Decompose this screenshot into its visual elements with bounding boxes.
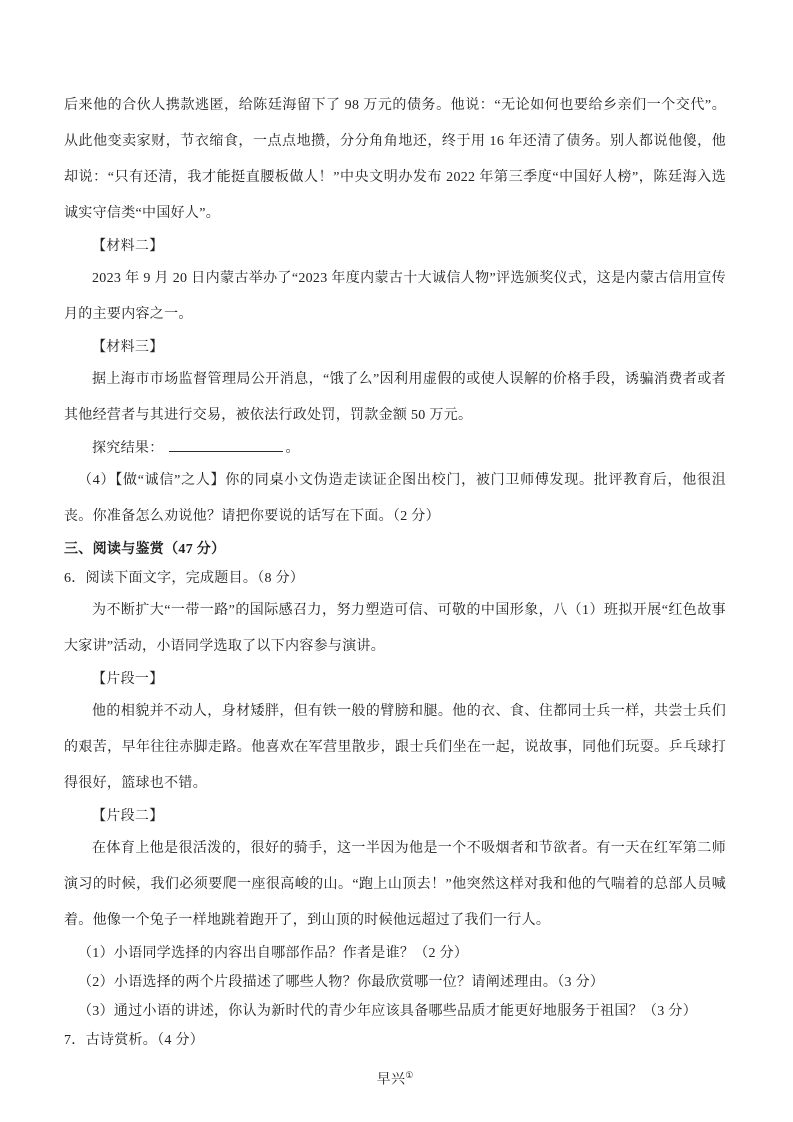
section-3-header: 三、阅读与鉴赏（47 分）	[64, 542, 226, 557]
material-2-header: 【材料二】	[92, 239, 164, 254]
document-page	[64, 88, 726, 1095]
blank-line-label: 探究结果：	[92, 441, 164, 456]
question-6-stem: 6．阅读下面文字，完成题目。（8 分）	[64, 571, 305, 586]
question-4-item: （4）【做“诚信”之人】你的同桌小文伪造走读证企图出校门，被门卫师傅发现。批评教育后，他很沮丧。你准备怎么劝说他？请把你要说的话写在下面。（2 分）	[64, 473, 726, 524]
blank-line-suffix: 。	[285, 441, 300, 456]
paragraph-debt-story: 后来他的合伙人携款逃匿，给陈廷海留下了 98 万元的债务。他说：“无论如何也要给乡亲们一个交代”。从此他变卖家财，节衣缩食，一点点地攒，分分角角地还，终于用 16 年还清了债务。别人都说他傻，他却说：“只有还清，我才能挺直腰板做人！”中央文明办发布 2022 年第三季度“中国好人榜”，陈廷海入选诚实守信类“中国好人”。	[64, 98, 726, 221]
poem-title-text: 早兴	[376, 1072, 406, 1088]
footnote-marker: ①	[405, 1070, 414, 1080]
paragraph-material-2: 2023 年 9 月 20 日内蒙古举办了“2023 年度内蒙古十大诚信人物”评选颁奖仪式，这是内蒙古信用宣传月的主要内容之一。	[64, 271, 726, 322]
fragment-1-header: 【片段一】	[92, 672, 164, 687]
question-7-stem: 7．古诗赏析。（4 分）	[64, 1033, 205, 1048]
question-6-sub-1: （1）小语同学选择的内容出自哪部作品？作者是谁？（2 分）	[78, 946, 469, 961]
paragraph-material-3: 据上海市市场监督管理局公开消息，“饿了么”因利用虚假的或使人误解的价格手段，诱骗消费者或者其他经营者与其进行交易，被依法行政处罚，罚款金额 50 万元。	[64, 372, 726, 423]
material-3-header: 【材料三】	[92, 340, 164, 355]
paragraph-fragment-1: 他的相貌并不动人，身材矮胖，但有铁一般的臂膀和腿。他的衣、食、住都同士兵一样，共尝士兵们的艰苦，早年往往赤脚走路。他喜欢在军营里散步，跟士兵们坐在一起，说故事，同他们玩耍。乒乓球打得很好，篮球也不错。	[64, 704, 726, 791]
paragraph-question-6-intro: 为不断扩大“一带一路”的国际感召力，努力塑造可信、可敬的中国形象，八（1）班拟开展“红色故事大家讲”活动，小语同学选取了以下内容参与演讲。	[64, 603, 726, 654]
inquiry-result-blank-line	[64, 434, 726, 463]
question-6-sub-2: （2）小语选择的两个片段描述了哪些人物？你最欣赏哪一位？请阐述理由。（3 分）	[78, 975, 605, 990]
fragment-2-header: 【片段二】	[92, 809, 164, 824]
paragraph-fragment-2: 在体育上他是很活泼的，很好的骑手，这一半因为他是一个不吸烟者和节欲者。有一天在红军第二师演习的时候，我们必须要爬一座很高峻的山。“跑上山顶去！”他突然这样对我和他的气喘着的总部人员喊着。他像一个兔子一样地跳着跑开了，到山顶的时候他远超过了我们一行人。	[64, 841, 726, 928]
question-6-sub-3: （3）通过小语的讲述，你认为新时代的青少年应该具备哪些品质才能更好地服务于祖国？（3 分）	[78, 1004, 697, 1019]
answer-blank-underline	[169, 436, 283, 452]
poem-title	[64, 1061, 726, 1095]
